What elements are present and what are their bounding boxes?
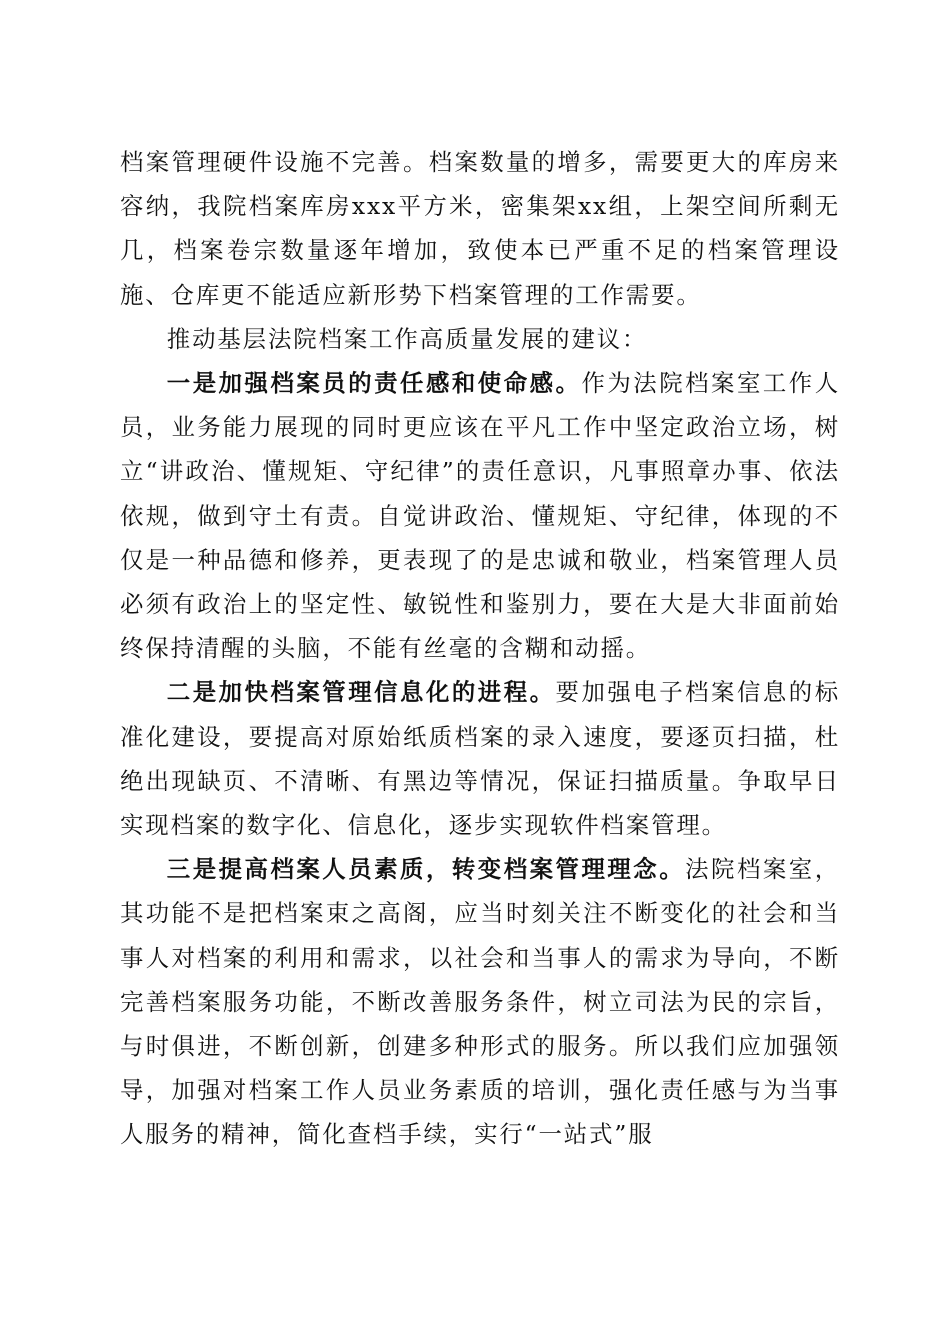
paragraph-text: 档案管理硬件设施不完善。档案数量的增多，需要更大的库房来容纳，我院档案库房xxx平方米，密集架xx组，上架空间所剩无几，档案卷宗数量逐年增加，致使本已严重不足的档案管理设施、仓库更不能适应新形势下档案管理的工作需要。 [120, 148, 840, 309]
paragraph-lead-heading: 三是提高档案人员素质，转变档案管理理念。 [166, 855, 686, 884]
paragraph-lead-heading: 二是加快档案管理信息化的进程。 [166, 678, 556, 707]
paragraph-suggestion-one [120, 361, 840, 670]
paragraph-suggestion-three [120, 847, 840, 1156]
paragraph-suggestion-two [120, 670, 840, 847]
paragraph-lead-heading: 一是加强档案员的责任感和使命感。 [166, 369, 582, 398]
paragraph-text: 要加强电子档案信息的标准化建设，要提高对原始纸质档案的录入速度，要逐页扫描，杜绝出现缺页、不清晰、有黑边等情况，保证扫描质量。争取早日实现档案的数字化、信息化，逐步实现软件档案管理。 [120, 678, 840, 840]
paragraph-text: 推动基层法院档案工作高质量发展的建议： [166, 324, 648, 353]
paragraph-hardware-facilities [120, 140, 840, 317]
paragraph-text: 法院档案室，其功能不是把档案束之高阁，应当时刻关注不断变化的社会和当事人对档案的利用和需求，以社会和当事人的需求为导向，不断完善档案服务功能，不断改善服务条件，树立司法为民的宗旨，与时俱进，不断创新，创建多种形式的服务。所以我们应加强领导，加强对档案工作人员业务素质的培训，强化责任感与为当事人服务的精神，简化查档手续，实行“一站式”服 [120, 855, 840, 1149]
paragraph-suggestions-heading [120, 317, 840, 361]
document-body [120, 140, 840, 1157]
paragraph-text: 作为法院档案室工作人员，业务能力展现的同时更应该在平凡工作中坚定政治立场，树立“讲政治、懂规矩、守纪律”的责任意识，凡事照章办事、依法依规，做到守土有责。自觉讲政治、懂规矩、守纪律，体现的不仅是一种品德和修养，更表现了的是忠诚和敬业，档案管理人员必须有政治上的坚定性、敏锐性和鉴别力，要在大是大非面前始终保持清醒的头脑，不能有丝毫的含糊和动摇。 [120, 369, 841, 663]
